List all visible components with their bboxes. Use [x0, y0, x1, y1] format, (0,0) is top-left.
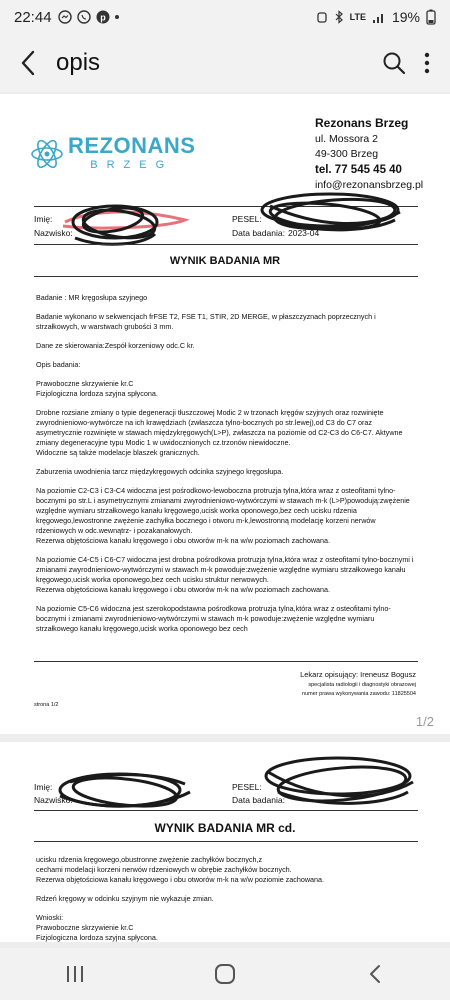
pesel-label: PESEL: [232, 782, 262, 792]
report-title: WYNIK BADANIA MR [169, 255, 281, 267]
svg-text:p: p [99, 12, 106, 23]
document-page-2 [0, 742, 450, 942]
signal-icon [372, 11, 386, 24]
report-paragraph: Prawoboczne skrzywienie kr.C Fizjologiczna lordoza szyjna spłycona. [36, 379, 158, 398]
clinic-email: info@rezonansbrzeg.pl [315, 179, 424, 191]
document-page-1 [0, 94, 450, 734]
back-button[interactable] [0, 34, 56, 92]
divider [34, 244, 418, 245]
redaction-scribble-pesel-2 [258, 746, 418, 816]
clinic-name: Rezonans Brzeg [315, 116, 409, 130]
imie-label: Imię: [34, 214, 53, 224]
redaction-scribble-name-2 [50, 762, 200, 822]
divider [34, 810, 418, 811]
home-button[interactable] [205, 954, 245, 994]
clinic-city: 49-300 Brzeg [315, 148, 379, 160]
clinic-address [315, 116, 423, 194]
data-badania-label: Data badania: [232, 228, 285, 238]
system-nav-bar [0, 948, 450, 1000]
report-paragraph: Badanie wykonano w sekwencjach frFSE T2, FSE T1, STIR, 2D MERGE, w płaszczyznach poprzecznych i strzałkowych, w warstwach grubości 3 mm. [36, 312, 376, 331]
report-paragraph: Na poziomie C2-C3 i C3-C4 widoczna jest pośrodkowo-lewoboczna protruzja tylna,która wraz z osteofitami tylno-bocznymi po str.L i asymetrycznymi zmianami zwyrodnieniowo-wytwórczymi w stawach m-k (L>P)powodują:zwężenie względne wymiaru strzałkowego kanału kręgowego,ucisk worka oponowego,bez cech ucisku rdzenia kręgowego,lewostronne zwężenie zachyłka bocznego i otworu m-k,lewostronną modelację korzeni nerwów rdzeniowych w odc.wewnątrz- i pozakanałowych. Rezerwa objętościowa kanału kręgowego i obu otworów m-k na w/w poziomach zachowana. [36, 486, 410, 545]
bluetooth-icon [334, 10, 344, 24]
pinterest-icon [96, 10, 110, 24]
whatsapp-icon [77, 10, 91, 24]
clinic-phone: tel. 77 545 45 40 [315, 163, 402, 176]
doctor-signature [300, 670, 416, 697]
nazwisko-label: Nazwisko: [34, 795, 73, 805]
doctor-name: Lekarz opisujący: Ireneusz Bogusz [300, 670, 416, 679]
data-badania-label: Data badania: [232, 795, 285, 805]
logo-sub-text: BRZEG [90, 159, 174, 171]
home-icon [214, 963, 236, 985]
redaction-scribble-pesel [255, 186, 405, 246]
page-counter: 1/2 [415, 714, 434, 729]
status-time: 22:44 [14, 8, 52, 26]
report-paragraph: Rdzeń kręgowy w odcinku szyjnym nie wykazuje zmian. [36, 894, 214, 903]
report-paragraph: ucisku rdzenia kręgowego,obustronne zwężenie zachyłków bocznych,z cechami modelacji korzeni nerwów rdzeniowych w obrębie zachyłków bocznych. Rezerwa objętościowa kanału kręgowego i obu otworów m-k na w/w poziomie zachowana. [36, 855, 325, 884]
back-arrow-icon [20, 50, 36, 76]
report-paragraph: Na poziomie C5-C6 widoczna jest szerokopodstawna pośrodkowa protruzja tylna,która wraz z osteofitami tylno-bocznymi i zmianami zwyrodnieniowo-wytwórczymi w stawach m-k powoduje:zwężenie względne wymiaru strzałkowego kanału kręgowego,ucisk worka oponowego bez cech [36, 604, 391, 633]
logo-brand-text: REZONANS [68, 133, 196, 158]
divider [34, 661, 418, 662]
app-bar [0, 34, 450, 92]
pesel-label: PESEL: [232, 214, 262, 224]
recents-button[interactable] [55, 954, 95, 994]
clinic-logo [30, 134, 195, 171]
redaction-scribble-name [55, 194, 195, 254]
report-paragraph: Zaburzenia uwodnienia tarcz międzykręgowych odcinka szyjnego kręgosłupa. [36, 467, 284, 476]
back-nav-button[interactable] [355, 954, 395, 994]
nav-back-icon [368, 964, 382, 984]
divider [34, 276, 418, 277]
battery-icon [426, 9, 436, 25]
doctor-license: numer prawa wykonywania zawodu: 11825504 [302, 691, 416, 697]
more-notifications-dot [115, 15, 119, 19]
report-title: WYNIK BADANIA MR cd. [154, 821, 296, 835]
messenger-icon [58, 10, 72, 24]
report-body [36, 293, 416, 643]
report-paragraph: Na poziomie C4-C5 i C6-C7 widoczna jest drobna pośrodkowa protruzja tylna,która wraz z osteofitami tylno-bocznymi i zmianami zwyrodnieniowo-wytwórczymi w stawach m-k powoduje:zwężenie względne wymiaru strzałkowego kanału kręgowego,ucisk worka oponowego,bez cech ucisku struktur nerwowych. Rezerwa objętościowa kanału kręgowego i obu otworów m-k na w/w poziomach zachowana. [36, 555, 414, 594]
report-paragraph: Drobne rozsiane zmiany o typie degeneracji tłuszczowej Modic 2 w trzonach kręgów szyjnych oraz rozwinięte zwyrodnieniowo-wytwórcze na ich krawędziach (zwłaszcza tylno-bocznych po str.lewej),od C3 do C7 oraz asymetrycznie rozwinięte w stawach międzykręgowych(L>P), zwłaszcza na poziomie od C2-C3 do C6-C7. Aktywne zmiany degeneracyjne typu Modic 1 w uwidocznionych cz.trzonów niewidoczne. Widoczne są także modelacje blaszek granicznych. [36, 408, 403, 457]
search-icon [382, 51, 406, 75]
doctor-specialty: specjalista radiologii i diagnostyki obrazowej [308, 682, 416, 688]
alarm-icon [316, 10, 328, 24]
status-right [316, 9, 436, 25]
report-paragraph: Dane ze skierowania:Zespół korzeniowy odc.C kr. [36, 341, 195, 350]
status-bar [0, 0, 450, 34]
page-title: opis [56, 49, 101, 76]
nazwisko-label: Nazwisko: [34, 228, 73, 238]
divider [34, 841, 418, 842]
report-body [36, 855, 416, 942]
data-badania-value: 2023-04 [288, 228, 320, 238]
battery-percent: 19% [391, 9, 420, 25]
app-bar-actions [382, 51, 450, 75]
imie-label: Imię: [34, 782, 53, 792]
page-footer: strona 1/2 [34, 702, 59, 708]
more-options-button[interactable] [418, 52, 436, 74]
notification-icons [58, 10, 119, 24]
report-paragraph: Opis badania: [36, 360, 81, 369]
clinic-street: ul. Mossora 2 [315, 132, 379, 145]
network-type: LTE [349, 12, 366, 22]
report-paragraph: Badanie : MR kręgosłupa szyjnego [36, 293, 148, 302]
more-vert-icon [424, 52, 430, 74]
report-paragraph: Wnioski: Prawoboczne skrzywienie kr.C Fizjologiczna lordoza szyjna spłycona. [36, 913, 158, 942]
logo-emblem-icon [30, 138, 64, 170]
search-button[interactable] [382, 51, 406, 75]
recents-icon [65, 965, 85, 983]
